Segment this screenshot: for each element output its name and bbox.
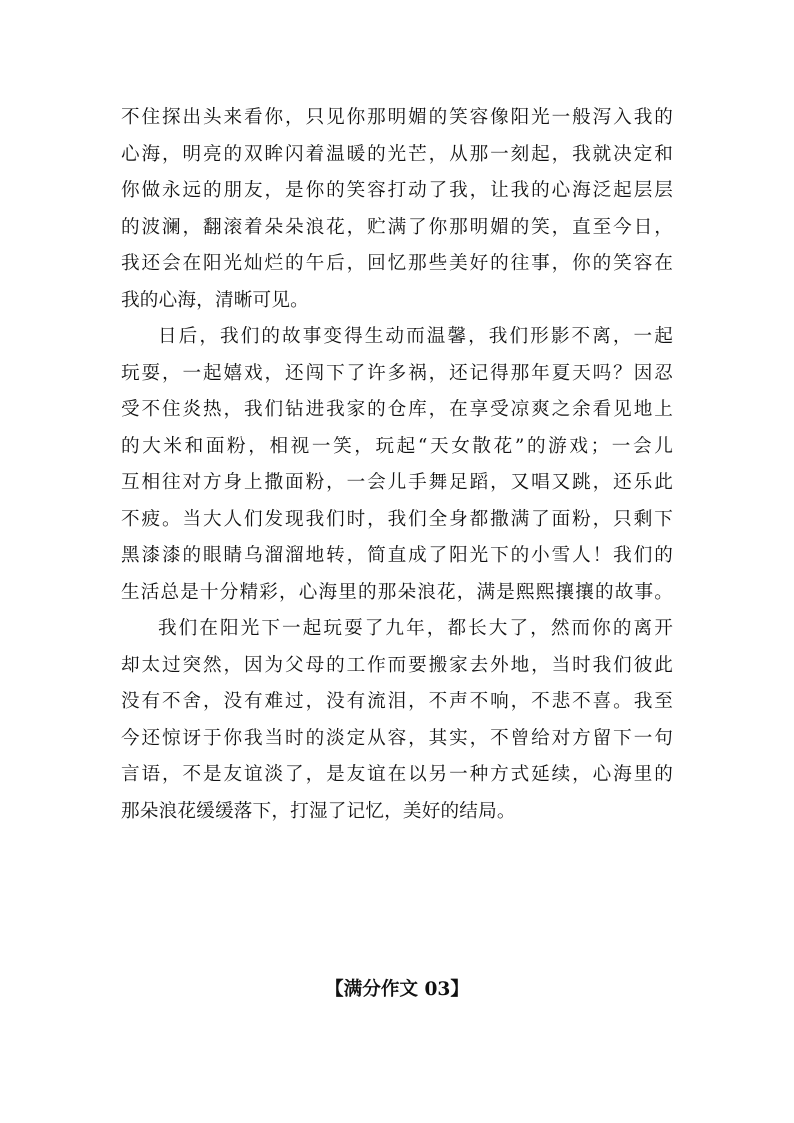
- text-line-indented: 我们在阳光下一起玩耍了九年，都长大了，然而你的离开: [158, 618, 673, 639]
- text-line: 受不住炎热，我们钻进我家的仓库，在享受凉爽之余看见地上: [121, 399, 673, 420]
- text-line: 我的心海，清晰可见。: [121, 289, 309, 311]
- essay-body: [121, 100, 673, 830]
- text-line: 黑漆漆的眼睛乌溜溜地转，简直成了阳光下的小雪人！我们的: [121, 545, 673, 566]
- text-line: 的波澜，翻滚着朵朵浪花，贮满了你那明媚的笑，直至今日，: [121, 216, 673, 238]
- text-line: 互相往对方身上撒面粉，一会儿手舞足蹈，又唱又跳，还乐此: [121, 472, 673, 493]
- text-line: 你做永远的朋友，是你的笑容打动了我，让我的心海泛起层层: [121, 180, 673, 201]
- text-line: 玩耍，一起嬉戏，还闯下了许多祸，还记得那年夏天吗？因忍: [121, 362, 673, 384]
- text-line: 不住探出头来看你，只见你那明媚的笑容像阳光一般泻入我的: [121, 107, 673, 128]
- section-heading: 【满分作文 03】: [325, 979, 469, 1000]
- text-line: 生活总是十分精彩，心海里的那朵浪花，满是熙熙攘攘的故事。: [121, 581, 673, 603]
- text-line: 言语，不是友谊淡了，是友谊在以另一种方式延续，心海里的: [121, 764, 673, 785]
- text-line: 今还惊讶于你我当时的淡定从容，其实，不曾给对方留下一句: [121, 727, 673, 749]
- text-line: 那朵浪花缓缓落下，打湿了记忆，美好的结局。: [121, 800, 516, 822]
- text-line-indented: 日后，我们的故事变得生动而温馨，我们形影不离，一起: [158, 326, 673, 347]
- text-line: 心海，明亮的双眸闪着温暖的光芒，从那一刻起，我就决定和: [121, 143, 673, 165]
- paragraph-1: [121, 100, 673, 319]
- paragraph-2: [121, 319, 673, 611]
- text-line: 的大米和面粉，相视一笑，玩起“天女散花”的游戏；一会儿: [121, 435, 673, 457]
- text-line: 没有不舍，没有难过，没有流泪，不声不响，不悲不喜。我至: [121, 691, 673, 712]
- text-line: 不疲。当大人们发现我们时，我们全身都撒满了面粉，只剩下: [121, 508, 673, 530]
- text-line: 我还会在阳光灿烂的午后，回忆那些美好的往事，你的笑容在: [121, 253, 673, 274]
- text-line: 却太过突然，因为父母的工作而要搬家去外地，当时我们彼此: [121, 654, 673, 676]
- paragraph-3: [121, 611, 673, 830]
